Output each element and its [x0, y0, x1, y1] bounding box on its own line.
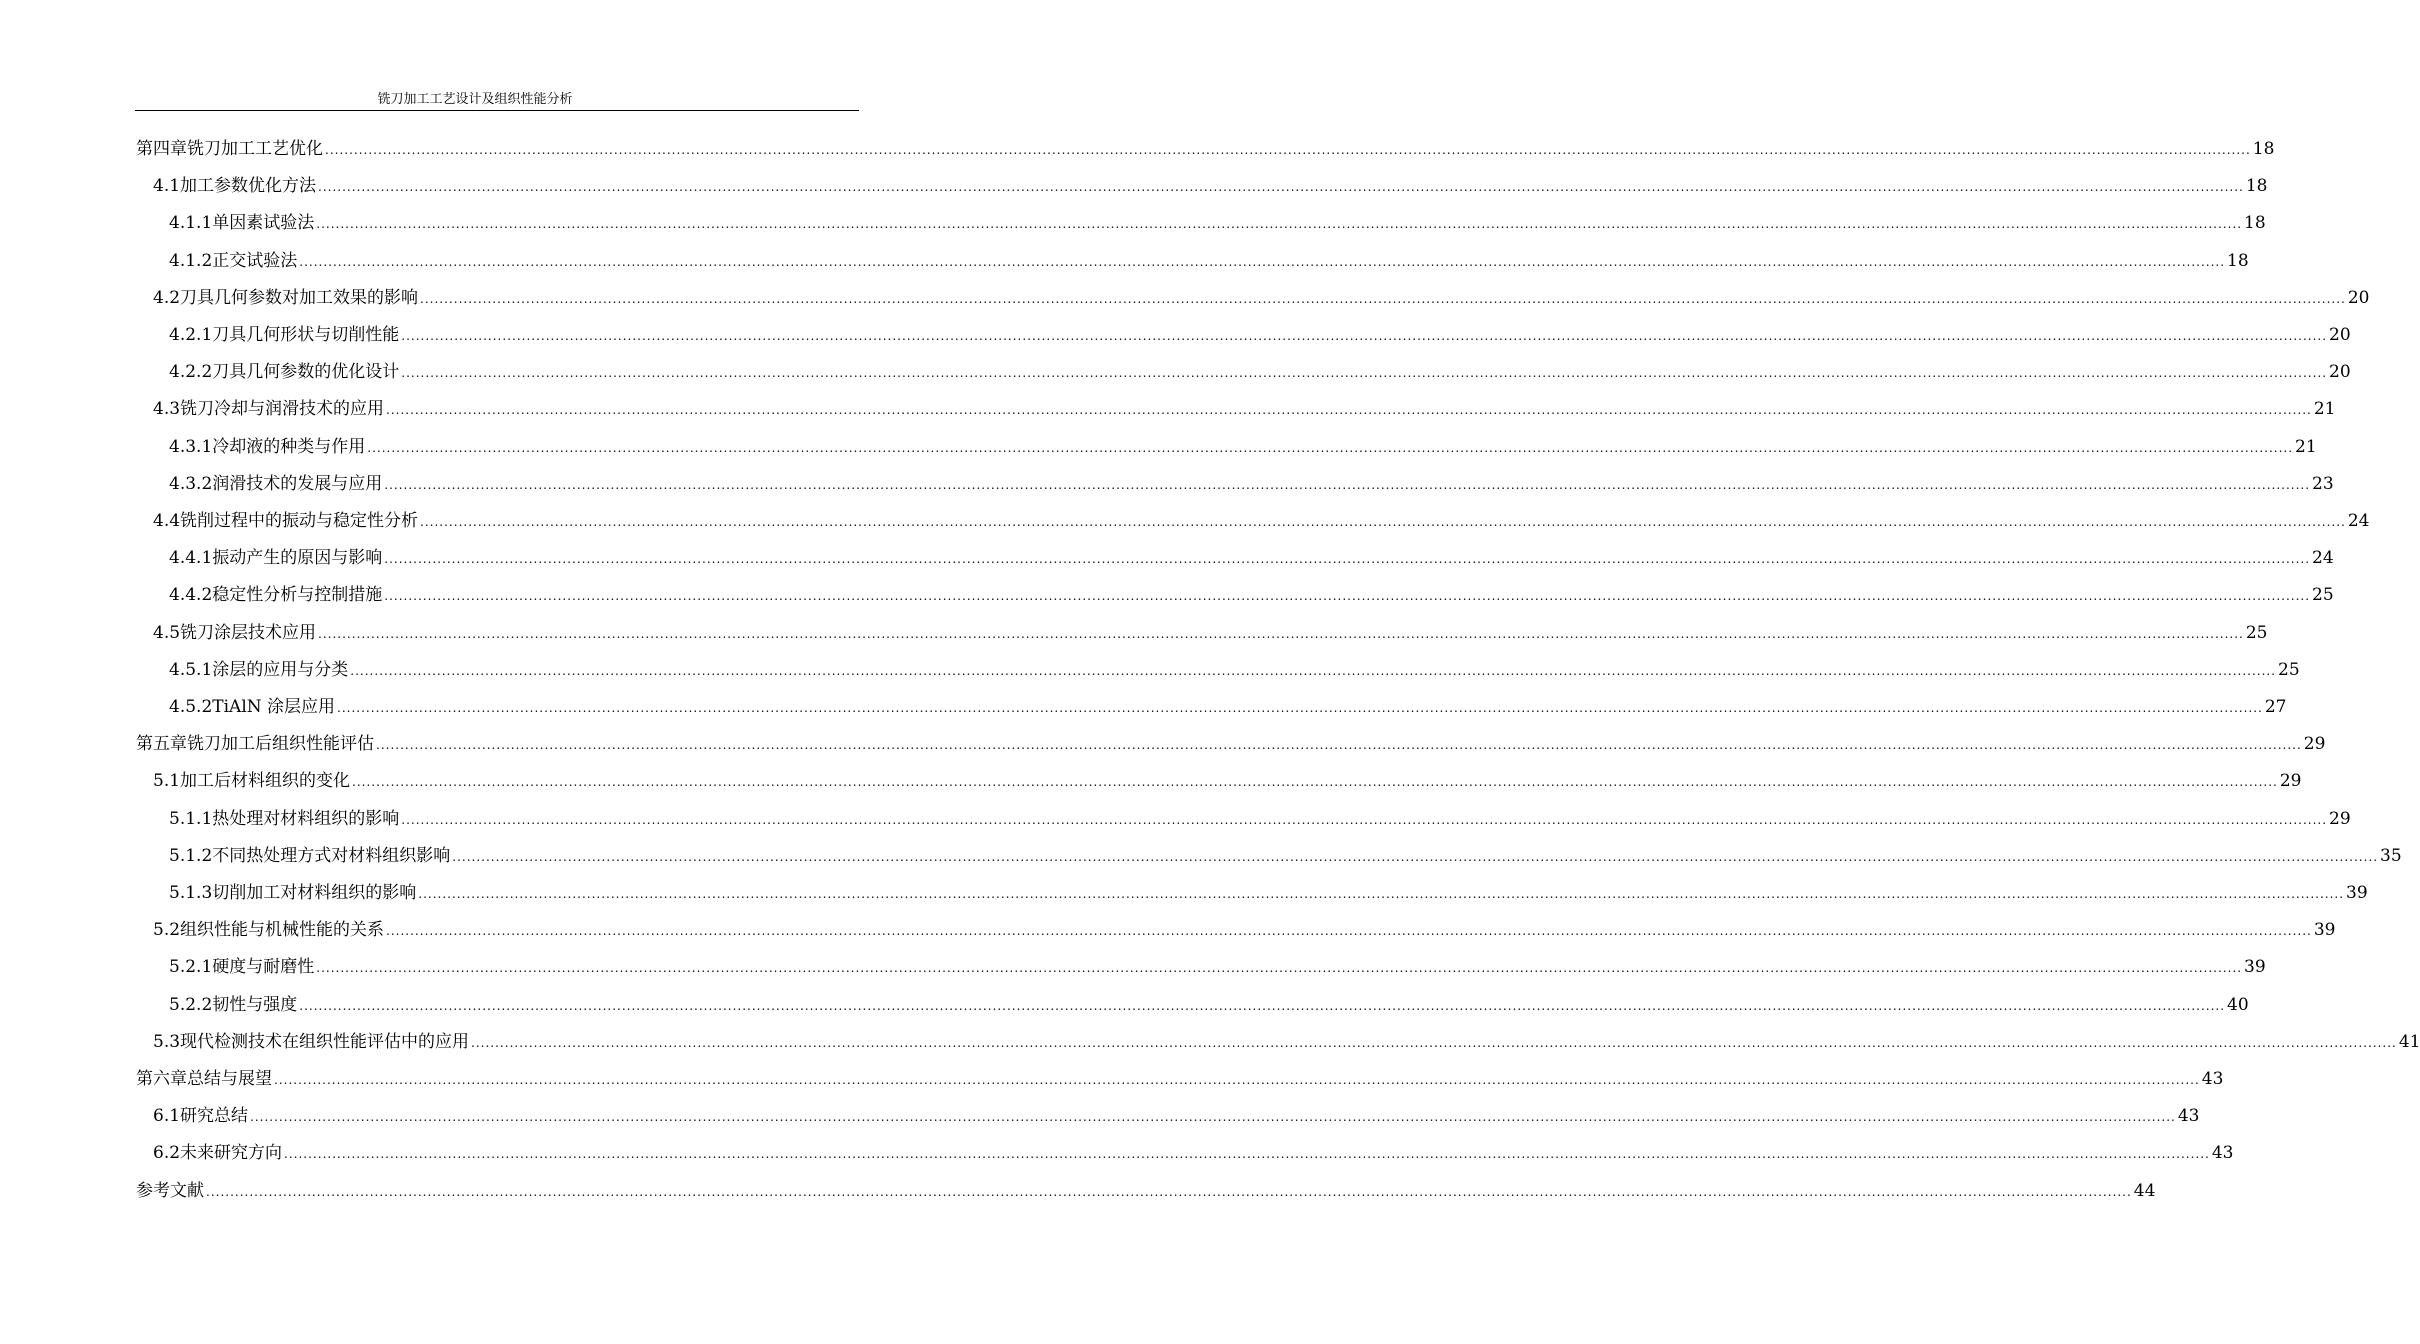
- toc-entry-title: 组织性能与机械性能的关系: [180, 920, 385, 941]
- toc-dot-leader: ................................................................................................................................................................................................................................................................................................................................................................................................................: [325, 143, 2251, 157]
- toc-entry-number: 第六章: [136, 1069, 187, 1089]
- toc-entry-number: 5.2.1: [169, 957, 213, 978]
- toc-entry[interactable]: [169, 695, 2287, 719]
- toc-dot-leader: ................................................................................................................................................................................................................................................................................................................................................................................................................: [376, 738, 2302, 753]
- toc-entry-number: 第五章: [136, 734, 187, 755]
- toc-entry-title: 硬度与耐磨性: [212, 957, 315, 978]
- toc-entry-title: 稳定性分析与控制措施: [212, 585, 383, 606]
- toc-entry-title: 热处理对材料组织的影响: [212, 808, 400, 829]
- toc-dot-leader: ................................................................................................................................................................................................................................................................................................................................................................................................................: [384, 552, 2311, 567]
- toc-entry-page-number: 20: [2329, 362, 2351, 383]
- toc-dot-leader: ................................................................................................................................................................................................................................................................................................................................................................................................................: [284, 1147, 2210, 1162]
- toc-entry-number: 4.5.1: [169, 659, 213, 680]
- toc-dot-leader: ................................................................................................................................................................................................................................................................................................................................................................................................................: [471, 1035, 2397, 1050]
- toc-dot-leader: ................................................................................................................................................................................................................................................................................................................................................................................................................: [318, 180, 2244, 195]
- toc-entry-number: 4.3.1: [169, 436, 213, 457]
- toc-dot-leader: ................................................................................................................................................................................................................................................................................................................................................................................................................: [250, 1110, 2176, 1125]
- toc-entry[interactable]: [169, 807, 2351, 831]
- toc-entry[interactable]: [169, 881, 2368, 905]
- toc-entry-page-number: 21: [2313, 399, 2336, 420]
- toc-dot-leader: ................................................................................................................................................................................................................................................................................................................................................................................................................: [418, 887, 2345, 901]
- toc-entry-title: 总结与展望: [187, 1069, 272, 1089]
- toc-entry-page-number: 18: [2252, 139, 2275, 159]
- toc-entry-number: 4.2: [153, 287, 181, 308]
- toc-entry-number: 第四章: [136, 139, 187, 159]
- toc-entry[interactable]: [153, 1030, 2420, 1054]
- toc-entry-page-number: 35: [2380, 845, 2402, 866]
- toc-entry-page-number: 25: [2245, 622, 2268, 643]
- toc-dot-leader: ................................................................................................................................................................................................................................................................................................................................................................................................................: [337, 701, 2263, 715]
- toc-entry[interactable]: [169, 211, 2266, 235]
- toc-dot-leader: ................................................................................................................................................................................................................................................................................................................................................................................................................: [384, 589, 2311, 604]
- toc-entry-page-number: 41: [2398, 1031, 2420, 1052]
- toc-entry-number: 6.1: [153, 1106, 181, 1127]
- toc-entry[interactable]: [136, 1067, 2224, 1091]
- toc-entry-title: 加工参数优化方法: [180, 176, 317, 197]
- toc-entry-page-number: 24: [2312, 548, 2334, 569]
- toc-dot-leader: ................................................................................................................................................................................................................................................................................................................................................................................................................: [420, 515, 2346, 529]
- toc-entry-number: 5.2: [153, 920, 181, 941]
- toc-entry-title: 涂层的应用与分类: [212, 659, 349, 680]
- toc-entry-title: 铣刀冷却与润滑技术的应用: [180, 399, 385, 420]
- toc-entry-number: 5.2.2: [169, 994, 213, 1015]
- toc-entry[interactable]: [153, 769, 2302, 793]
- toc-entry-title: 不同热处理方式对材料组织影响: [212, 845, 451, 866]
- toc-entry[interactable]: [169, 472, 2334, 496]
- toc-entry-title: 未来研究方向: [180, 1143, 283, 1164]
- toc-entry[interactable]: [153, 1141, 2234, 1165]
- toc-entry-title: 研究总结: [180, 1106, 249, 1127]
- toc-dot-leader: ................................................................................................................................................................................................................................................................................................................................................................................................................: [384, 477, 2311, 492]
- toc-entry-page-number: 39: [2313, 920, 2336, 941]
- toc-dot-leader: ................................................................................................................................................................................................................................................................................................................................................................................................................: [299, 998, 2226, 1013]
- toc-entry-page-number: 43: [2201, 1069, 2224, 1089]
- toc-entry-title: 韧性与强度: [212, 994, 298, 1015]
- toc-entry[interactable]: [153, 621, 2268, 645]
- toc-entry-number: 5.1.1: [169, 808, 213, 829]
- toc-entry-page-number: 29: [2303, 734, 2326, 755]
- toc-entry-number: 4.4.2: [169, 585, 213, 606]
- toc-dot-leader: ................................................................................................................................................................................................................................................................................................................................................................................................................: [206, 1184, 2132, 1199]
- toc-entry-number: 4.4: [153, 511, 181, 531]
- toc-entry-number: 5.1.2: [169, 845, 213, 866]
- toc-dot-leader: ................................................................................................................................................................................................................................................................................................................................................................................................................: [299, 254, 2226, 269]
- toc-entry-page-number: 43: [2177, 1106, 2200, 1127]
- toc-entry-number: 5.1.3: [169, 883, 213, 903]
- toc-entry[interactable]: [169, 360, 2351, 384]
- toc-entry-number: 6.2: [153, 1143, 181, 1164]
- toc-dot-leader: ................................................................................................................................................................................................................................................................................................................................................................................................................: [316, 961, 2243, 976]
- toc-entry-title: 振动产生的原因与影响: [212, 548, 383, 569]
- toc-entry[interactable]: [169, 955, 2266, 979]
- toc-entry-title: 参考文献: [136, 1180, 204, 1201]
- toc-entry-title: 单因素试验法: [212, 213, 315, 234]
- toc-dot-leader: ................................................................................................................................................................................................................................................................................................................................................................................................................: [316, 217, 2243, 232]
- toc-entry[interactable]: [169, 546, 2334, 570]
- toc-entry-number: 4.1.1: [169, 213, 213, 234]
- toc-dot-leader: ................................................................................................................................................................................................................................................................................................................................................................................................................: [386, 403, 2312, 418]
- toc-dot-leader: ................................................................................................................................................................................................................................................................................................................................................................................................................: [401, 812, 2328, 827]
- toc-entry-page-number: 43: [2211, 1143, 2234, 1164]
- toc-entry-number: 4.2.2: [169, 362, 213, 383]
- toc-entry-title: 铣刀加工后组织性能评估: [187, 734, 374, 755]
- toc-entry-number: 4.1: [153, 176, 181, 197]
- toc-dot-leader: ................................................................................................................................................................................................................................................................................................................................................................................................................: [401, 366, 2328, 381]
- toc-entry[interactable]: [136, 137, 2275, 161]
- toc-entry-page-number: 18: [2244, 213, 2266, 234]
- toc-entry[interactable]: [169, 435, 2317, 459]
- toc-entry[interactable]: [153, 918, 2336, 942]
- toc-entry[interactable]: [169, 583, 2334, 607]
- toc-entry-title: 刀具几何参数对加工效果的影响: [180, 287, 419, 308]
- toc-dot-leader: ................................................................................................................................................................................................................................................................................................................................................................................................................: [352, 775, 2278, 790]
- toc-entry-page-number: 39: [2346, 883, 2368, 903]
- toc-entry-page-number: 29: [2329, 808, 2351, 829]
- toc-entry-page-number: 18: [2245, 176, 2268, 197]
- toc-entry-page-number: 18: [2227, 250, 2249, 271]
- toc-entry-page-number: 20: [2329, 325, 2351, 345]
- toc-entry-page-number: 44: [2133, 1180, 2156, 1201]
- toc-entry-number: 4.5: [153, 622, 181, 643]
- toc-entry-page-number: 24: [2347, 511, 2370, 531]
- toc-entry-title: 正交试验法: [212, 250, 298, 271]
- toc-entry-title: 冷却液的种类与作用: [212, 436, 366, 457]
- toc-entry[interactable]: [169, 323, 2351, 347]
- toc-entry-title: TiAlN 涂层应用: [212, 697, 336, 717]
- toc-entry[interactable]: [169, 658, 2300, 682]
- toc-dot-leader: ................................................................................................................................................................................................................................................................................................................................................................................................................: [367, 440, 2294, 455]
- toc-entry-title: 润滑技术的发展与应用: [212, 473, 383, 494]
- toc-entry-title: 加工后材料组织的变化: [180, 771, 351, 792]
- toc-dot-leader: ................................................................................................................................................................................................................................................................................................................................................................................................................: [274, 1073, 2200, 1087]
- toc-entry-page-number: 25: [2312, 585, 2334, 606]
- toc-entry-number: 4.3: [153, 399, 181, 420]
- toc-entry-number: 4.2.1: [169, 325, 213, 345]
- toc-entry-page-number: 40: [2227, 994, 2249, 1015]
- toc-dot-leader: ................................................................................................................................................................................................................................................................................................................................................................................................................: [401, 329, 2328, 343]
- toc-entry-number: 4.1.2: [169, 250, 213, 271]
- toc-entry[interactable]: [153, 286, 2370, 310]
- toc-entry-number: 5.3: [153, 1031, 181, 1052]
- toc-entry[interactable]: [153, 1104, 2200, 1128]
- toc-entry-page-number: 25: [2278, 659, 2300, 680]
- toc-entry[interactable]: [136, 732, 2326, 756]
- toc-entry-title: 刀具几何参数的优化设计: [212, 362, 400, 383]
- toc-dot-leader: ................................................................................................................................................................................................................................................................................................................................................................................................................: [420, 291, 2346, 306]
- toc-entry-page-number: 27: [2264, 697, 2287, 717]
- toc-entry[interactable]: [169, 993, 2249, 1017]
- toc-entry-number: 4.3.2: [169, 473, 213, 494]
- toc-entry-number: 4.5.2: [169, 697, 213, 717]
- toc-dot-leader: ................................................................................................................................................................................................................................................................................................................................................................................................................: [386, 924, 2312, 939]
- toc-entry-page-number: 21: [2295, 436, 2317, 457]
- toc-entry[interactable]: [153, 397, 2336, 421]
- toc-dot-leader: ................................................................................................................................................................................................................................................................................................................................................................................................................: [452, 849, 2379, 864]
- toc-entry[interactable]: [136, 1179, 2156, 1203]
- toc-entry-number: 4.4.1: [169, 548, 213, 569]
- toc-entry-page-number: 39: [2244, 957, 2266, 978]
- toc-entry[interactable]: [169, 249, 2249, 273]
- toc-dot-leader: ................................................................................................................................................................................................................................................................................................................................................................................................................: [318, 626, 2244, 641]
- toc-entry-title: 现代检测技术在组织性能评估中的应用: [180, 1031, 470, 1052]
- toc-entry-page-number: 20: [2347, 287, 2370, 308]
- toc-entry[interactable]: [169, 844, 2402, 868]
- toc-entry-title: 刀具几何形状与切削性能: [212, 325, 400, 345]
- toc-entry-page-number: 29: [2279, 771, 2302, 792]
- toc-entry-title: 铣刀加工工艺优化: [187, 139, 323, 159]
- toc-entry-title: 铣削过程中的振动与稳定性分析: [180, 511, 419, 531]
- toc-dot-leader: ................................................................................................................................................................................................................................................................................................................................................................................................................: [350, 663, 2277, 678]
- toc-entry-title: 铣刀涂层技术应用: [180, 622, 317, 643]
- toc-entry[interactable]: [153, 174, 2268, 198]
- toc-entry-number: 5.1: [153, 771, 181, 792]
- header-rule: [135, 110, 859, 111]
- toc-entry-page-number: 23: [2312, 473, 2334, 494]
- toc-entry-title: 切削加工对材料组织的影响: [212, 883, 417, 903]
- toc-entry[interactable]: [153, 509, 2370, 533]
- page-header-title: 铣刀加工工艺设计及组织性能分析: [377, 92, 573, 107]
